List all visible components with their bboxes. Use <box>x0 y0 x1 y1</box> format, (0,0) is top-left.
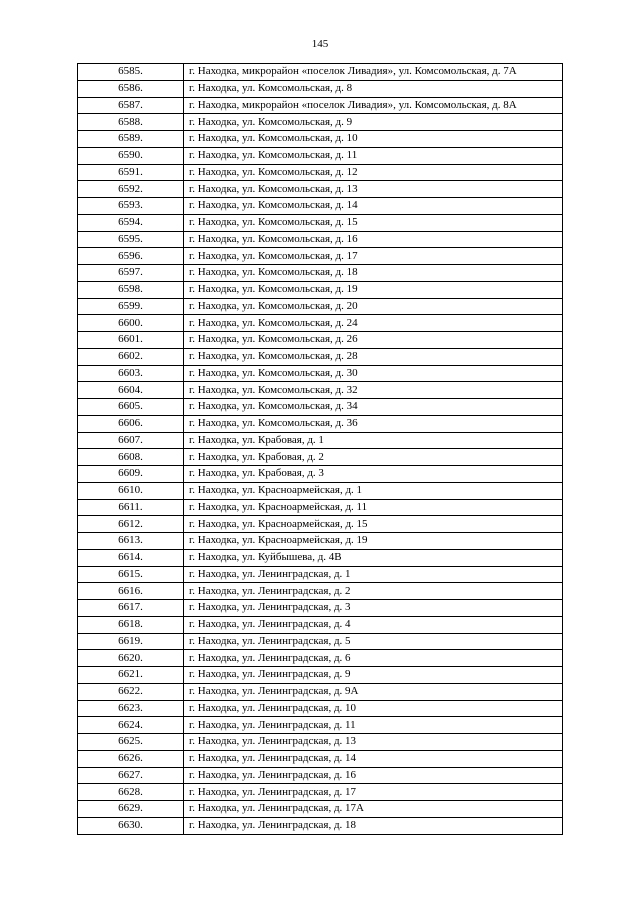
table-row <box>78 348 563 365</box>
row-number-cell: 6591. <box>78 164 184 181</box>
row-number-cell: 6595. <box>78 231 184 248</box>
address-cell: г. Находка, ул. Ленинградская, д. 2 <box>184 583 563 600</box>
row-number-cell: 6615. <box>78 566 184 583</box>
address-cell: г. Находка, ул. Ленинградская, д. 9А <box>184 683 563 700</box>
row-number-cell: 6586. <box>78 80 184 97</box>
address-cell: г. Находка, ул. Комсомольская, д. 15 <box>184 214 563 231</box>
row-number-cell: 6597. <box>78 265 184 282</box>
address-cell: г. Находка, ул. Крабовая, д. 1 <box>184 432 563 449</box>
address-cell: г. Находка, ул. Ленинградская, д. 16 <box>184 767 563 784</box>
row-number-cell: 6599. <box>78 298 184 315</box>
address-cell: г. Находка, ул. Комсомольская, д. 28 <box>184 348 563 365</box>
table-row <box>78 499 563 516</box>
row-number-cell: 6630. <box>78 817 184 834</box>
address-table <box>77 63 563 835</box>
row-number-cell: 6588. <box>78 114 184 131</box>
table-row <box>78 784 563 801</box>
address-cell: г. Находка, ул. Ленинградская, д. 14 <box>184 750 563 767</box>
address-cell: г. Находка, ул. Комсомольская, д. 20 <box>184 298 563 315</box>
row-number-cell: 6600. <box>78 315 184 332</box>
row-number-cell: 6629. <box>78 801 184 818</box>
address-cell: г. Находка, ул. Комсомольская, д. 11 <box>184 147 563 164</box>
address-cell: г. Находка, ул. Комсомольская, д. 36 <box>184 415 563 432</box>
table-row <box>78 181 563 198</box>
row-number-cell: 6594. <box>78 214 184 231</box>
address-cell: г. Находка, ул. Комсомольская, д. 34 <box>184 399 563 416</box>
row-number-cell: 6607. <box>78 432 184 449</box>
table-row <box>78 549 563 566</box>
table-row <box>78 332 563 349</box>
row-number-cell: 6593. <box>78 198 184 215</box>
row-number-cell: 6605. <box>78 399 184 416</box>
row-number-cell: 6603. <box>78 365 184 382</box>
address-cell: г. Находка, ул. Красноармейская, д. 11 <box>184 499 563 516</box>
row-number-cell: 6622. <box>78 683 184 700</box>
row-number-cell: 6613. <box>78 533 184 550</box>
row-number-cell: 6625. <box>78 734 184 751</box>
table-row <box>78 382 563 399</box>
row-number-cell: 6611. <box>78 499 184 516</box>
row-number-cell: 6610. <box>78 482 184 499</box>
row-number-cell: 6606. <box>78 415 184 432</box>
row-number-cell: 6590. <box>78 147 184 164</box>
address-cell: г. Находка, ул. Ленинградская, д. 3 <box>184 600 563 617</box>
row-number-cell: 6621. <box>78 667 184 684</box>
address-cell: г. Находка, ул. Красноармейская, д. 1 <box>184 482 563 499</box>
table-row <box>78 131 563 148</box>
address-cell: г. Находка, ул. Ленинградская, д. 18 <box>184 817 563 834</box>
row-number-cell: 6620. <box>78 650 184 667</box>
table-row <box>78 516 563 533</box>
row-number-cell: 6592. <box>78 181 184 198</box>
row-number-cell: 6601. <box>78 332 184 349</box>
table-row <box>78 683 563 700</box>
address-cell: г. Находка, ул. Комсомольская, д. 26 <box>184 332 563 349</box>
row-number-cell: 6614. <box>78 549 184 566</box>
table-row <box>78 734 563 751</box>
row-number-cell: 6602. <box>78 348 184 365</box>
address-cell: г. Находка, ул. Ленинградская, д. 1 <box>184 566 563 583</box>
table-row <box>78 817 563 834</box>
row-number-cell: 6616. <box>78 583 184 600</box>
address-table-body <box>78 64 563 835</box>
table-row <box>78 616 563 633</box>
address-cell: г. Находка, ул. Комсомольская, д. 9 <box>184 114 563 131</box>
table-row <box>78 231 563 248</box>
row-number-cell: 6627. <box>78 767 184 784</box>
table-row <box>78 650 563 667</box>
address-cell: г. Находка, ул. Ленинградская, д. 10 <box>184 700 563 717</box>
page-number: 145 <box>311 38 329 50</box>
address-cell: г. Находка, ул. Комсомольская, д. 12 <box>184 164 563 181</box>
row-number-cell: 6618. <box>78 616 184 633</box>
table-row <box>78 265 563 282</box>
address-cell: г. Находка, микрорайон «поселок Ливадия», ул. Комсомольская, д. 7А <box>184 64 563 81</box>
address-cell: г. Находка, ул. Красноармейская, д. 15 <box>184 516 563 533</box>
table-row <box>78 583 563 600</box>
row-number-cell: 6617. <box>78 600 184 617</box>
address-cell: г. Находка, ул. Ленинградская, д. 6 <box>184 650 563 667</box>
address-cell: г. Находка, ул. Комсомольская, д. 14 <box>184 198 563 215</box>
row-number-cell: 6587. <box>78 97 184 114</box>
table-row <box>78 147 563 164</box>
table-row <box>78 432 563 449</box>
table-row <box>78 198 563 215</box>
row-number-cell: 6628. <box>78 784 184 801</box>
address-cell: г. Находка, ул. Комсомольская, д. 18 <box>184 265 563 282</box>
address-cell: г. Находка, ул. Комсомольская, д. 24 <box>184 315 563 332</box>
address-cell: г. Находка, ул. Комсомольская, д. 10 <box>184 131 563 148</box>
address-cell: г. Находка, ул. Комсомольская, д. 17 <box>184 248 563 265</box>
row-number-cell: 6626. <box>78 750 184 767</box>
address-cell: г. Находка, ул. Ленинградская, д. 11 <box>184 717 563 734</box>
address-cell: г. Находка, ул. Ленинградская, д. 9 <box>184 667 563 684</box>
table-row <box>78 482 563 499</box>
address-cell: г. Находка, ул. Ленинградская, д. 17 <box>184 784 563 801</box>
row-number-cell: 6609. <box>78 466 184 483</box>
table-row <box>78 281 563 298</box>
address-cell: г. Находка, ул. Ленинградская, д. 13 <box>184 734 563 751</box>
table-row <box>78 80 563 97</box>
table-row <box>78 801 563 818</box>
table-row <box>78 533 563 550</box>
table-row <box>78 566 563 583</box>
table-row <box>78 700 563 717</box>
address-cell: г. Находка, ул. Комсомольская, д. 30 <box>184 365 563 382</box>
table-row <box>78 365 563 382</box>
table-row <box>78 214 563 231</box>
table-row <box>78 415 563 432</box>
address-cell: г. Находка, ул. Ленинградская, д. 17А <box>184 801 563 818</box>
table-row <box>78 97 563 114</box>
table-row <box>78 164 563 181</box>
address-cell: г. Находка, ул. Крабовая, д. 2 <box>184 449 563 466</box>
table-row <box>78 298 563 315</box>
table-row <box>78 750 563 767</box>
address-cell: г. Находка, ул. Комсомольская, д. 8 <box>184 80 563 97</box>
row-number-cell: 6623. <box>78 700 184 717</box>
table-row <box>78 399 563 416</box>
row-number-cell: 6589. <box>78 131 184 148</box>
row-number-cell: 6619. <box>78 633 184 650</box>
table-row <box>78 717 563 734</box>
row-number-cell: 6608. <box>78 449 184 466</box>
table-row <box>78 114 563 131</box>
table-row <box>78 667 563 684</box>
row-number-cell: 6598. <box>78 281 184 298</box>
table-row <box>78 600 563 617</box>
address-cell: г. Находка, ул. Ленинградская, д. 4 <box>184 616 563 633</box>
address-cell: г. Находка, микрорайон «поселок Ливадия», ул. Комсомольская, д. 8А <box>184 97 563 114</box>
table-row <box>78 315 563 332</box>
table-row <box>78 633 563 650</box>
table-row <box>78 449 563 466</box>
row-number-cell: 6612. <box>78 516 184 533</box>
address-cell: г. Находка, ул. Комсомольская, д. 16 <box>184 231 563 248</box>
address-cell: г. Находка, ул. Красноармейская, д. 19 <box>184 533 563 550</box>
address-cell: г. Находка, ул. Комсомольская, д. 32 <box>184 382 563 399</box>
table-row <box>78 64 563 81</box>
row-number-cell: 6624. <box>78 717 184 734</box>
address-cell: г. Находка, ул. Комсомольская, д. 13 <box>184 181 563 198</box>
table-row <box>78 767 563 784</box>
table-row <box>78 248 563 265</box>
row-number-cell: 6596. <box>78 248 184 265</box>
address-cell: г. Находка, ул. Крабовая, д. 3 <box>184 466 563 483</box>
row-number-cell: 6585. <box>78 64 184 81</box>
address-cell: г. Находка, ул. Комсомольская, д. 19 <box>184 281 563 298</box>
address-cell: г. Находка, ул. Куйбышева, д. 4В <box>184 549 563 566</box>
address-cell: г. Находка, ул. Ленинградская, д. 5 <box>184 633 563 650</box>
table-row <box>78 466 563 483</box>
row-number-cell: 6604. <box>78 382 184 399</box>
